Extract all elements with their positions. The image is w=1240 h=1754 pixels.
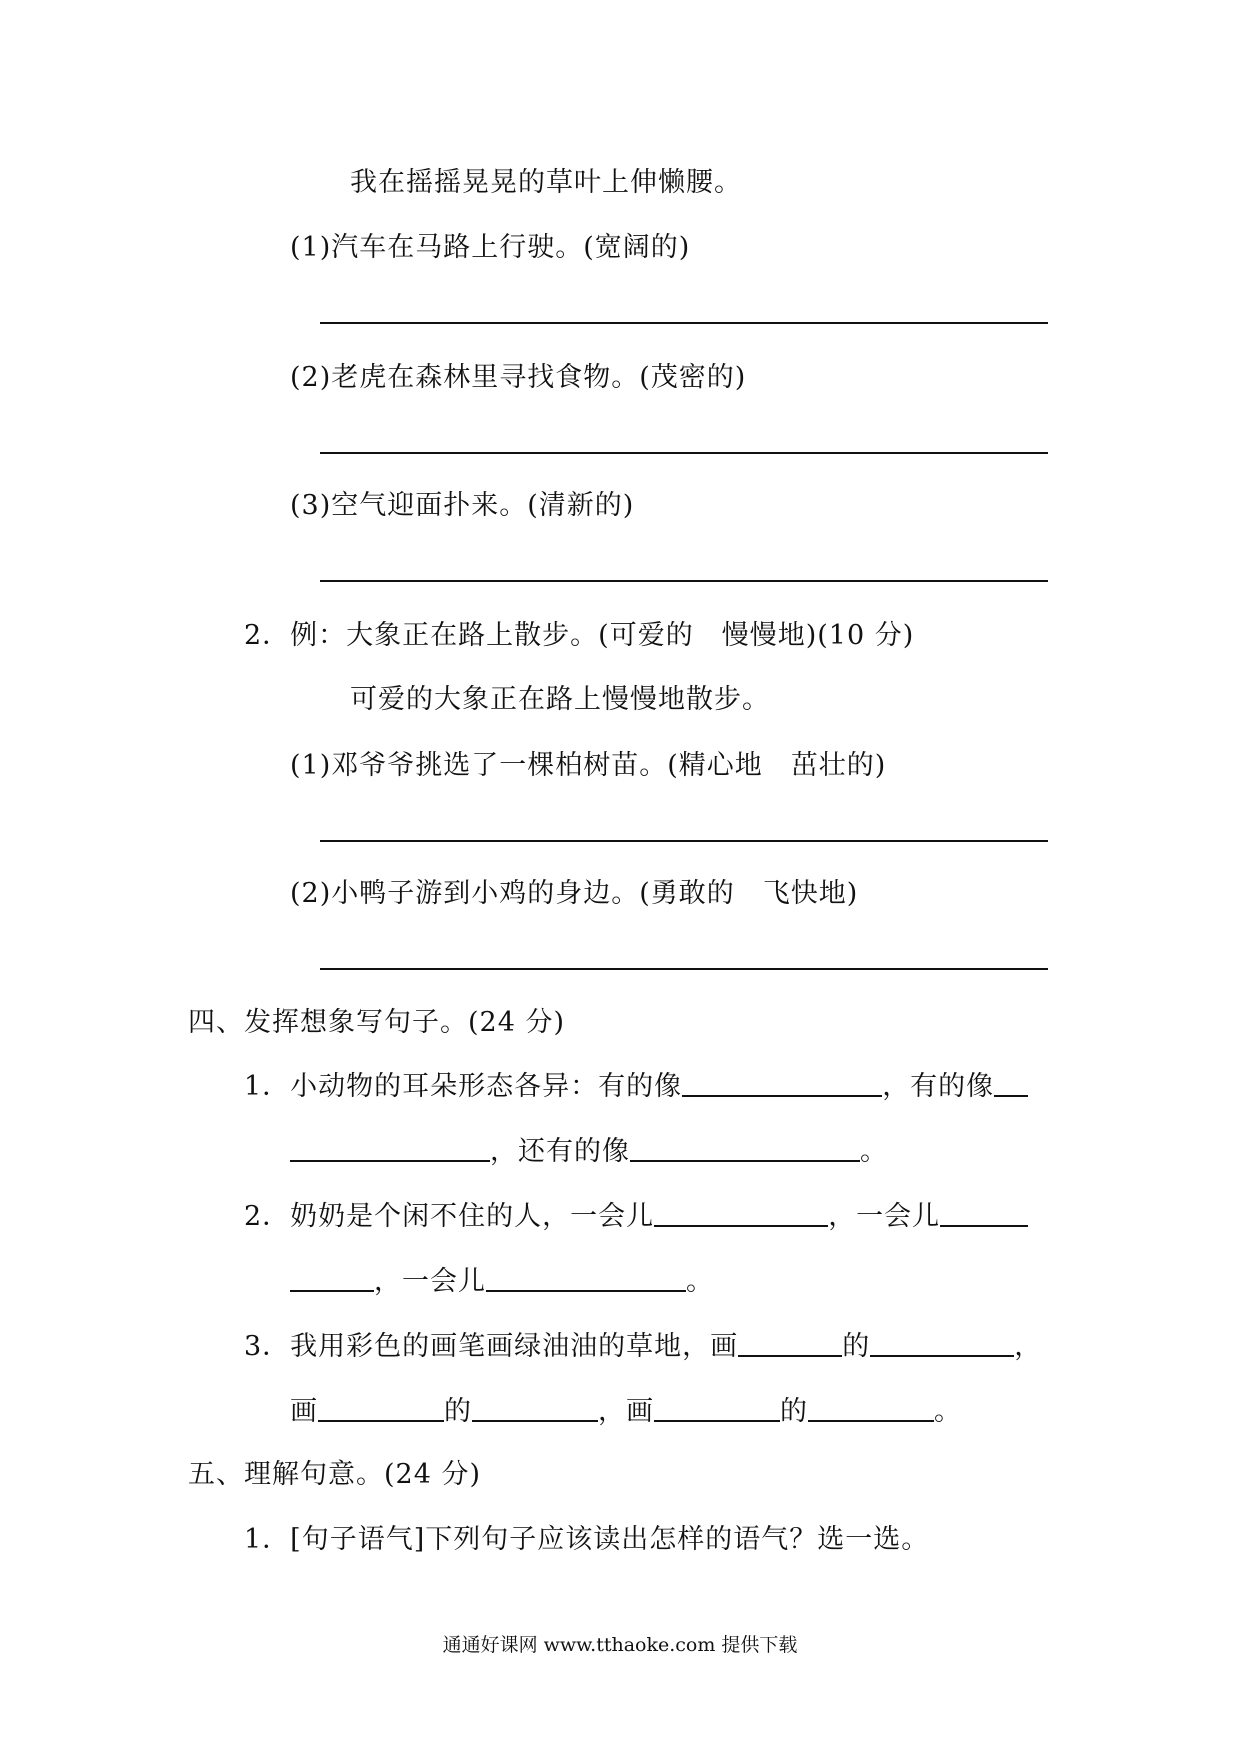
question-text: 。	[860, 1136, 888, 1167]
question-text: 的	[842, 1331, 871, 1362]
fill-blank-question	[244, 1069, 1028, 1105]
question-text: 2．奶奶是个闲不住的人，一会儿	[244, 1201, 655, 1232]
question-text: 1．小动物的耳朵形态各异：有的像	[244, 1071, 683, 1102]
answer-blank[interactable]	[290, 1134, 490, 1162]
answer-line[interactable]	[320, 840, 1048, 842]
answer-blank[interactable]	[994, 1069, 1028, 1097]
page-footer: 通通好课网 www.tthaoke.com 提供下载	[442, 1634, 798, 1656]
example-answer-sentence: 可爱的大象正在路上慢慢地散步。	[350, 684, 770, 715]
question-text: ，还有的像	[490, 1136, 630, 1167]
question-prompt: 1．[句子语气]下列句子应该读出怎样的语气？选一选。	[244, 1524, 930, 1555]
answer-line[interactable]	[320, 452, 1048, 454]
question-text: 画	[626, 1396, 654, 1427]
answer-blank[interactable]	[682, 1069, 882, 1097]
answer-blank[interactable]	[630, 1134, 860, 1162]
question-item: (1)汽车在马路上行驶。(宽阔的)	[290, 232, 691, 263]
fill-blank-continuation	[290, 1394, 962, 1430]
answer-line[interactable]	[320, 580, 1048, 582]
question-text: 。	[934, 1396, 962, 1427]
question-text: 。	[686, 1266, 714, 1297]
question-text: 的	[444, 1396, 472, 1427]
question-text: ，	[1014, 1331, 1043, 1362]
question-text: ，一会儿	[374, 1266, 486, 1297]
answer-blank[interactable]	[654, 1199, 828, 1227]
question-item: (1)邓爷爷挑选了一棵柏树苗。(精心地 茁壮的)	[290, 750, 887, 781]
question-text: 3．我用彩色的画笔画绿油油的草地，画	[244, 1331, 739, 1362]
question-text: 画	[290, 1396, 318, 1427]
fill-blank-question	[244, 1329, 1042, 1365]
answer-blank[interactable]	[318, 1394, 444, 1422]
question-prompt: 2．例：大象正在路上散步。(可爱的 慢慢地)(10 分)	[244, 620, 915, 651]
answer-line[interactable]	[320, 968, 1048, 970]
answer-blank[interactable]	[738, 1329, 842, 1357]
answer-blank[interactable]	[940, 1199, 1028, 1227]
question-text: ，一会儿	[828, 1201, 941, 1232]
answer-blank[interactable]	[290, 1264, 374, 1292]
fill-blank-question	[244, 1199, 1028, 1235]
question-item: (3)空气迎面扑来。(清新的)	[290, 490, 635, 521]
answer-line[interactable]	[320, 322, 1048, 324]
fill-blank-continuation	[290, 1134, 888, 1170]
question-text: 的	[780, 1396, 808, 1427]
question-text: ，有的像	[882, 1071, 995, 1102]
answer-blank[interactable]	[654, 1394, 780, 1422]
example-answer-sentence: 我在摇摇晃晃的草叶上伸懒腰。	[350, 167, 742, 198]
section-heading: 五、理解句意。(24 分)	[188, 1459, 482, 1490]
answer-blank[interactable]	[808, 1394, 934, 1422]
question-item: (2)小鸭子游到小鸡的身边。(勇敢的 飞快地)	[290, 878, 859, 909]
answer-blank[interactable]	[472, 1394, 598, 1422]
fill-blank-continuation	[290, 1264, 714, 1300]
question-text: ，	[598, 1396, 626, 1427]
section-heading: 四、发挥想象写句子。(24 分)	[188, 1007, 566, 1038]
question-item: (2)老虎在森林里寻找食物。(茂密的)	[290, 362, 747, 393]
answer-blank[interactable]	[486, 1264, 686, 1292]
answer-blank[interactable]	[870, 1329, 1014, 1357]
